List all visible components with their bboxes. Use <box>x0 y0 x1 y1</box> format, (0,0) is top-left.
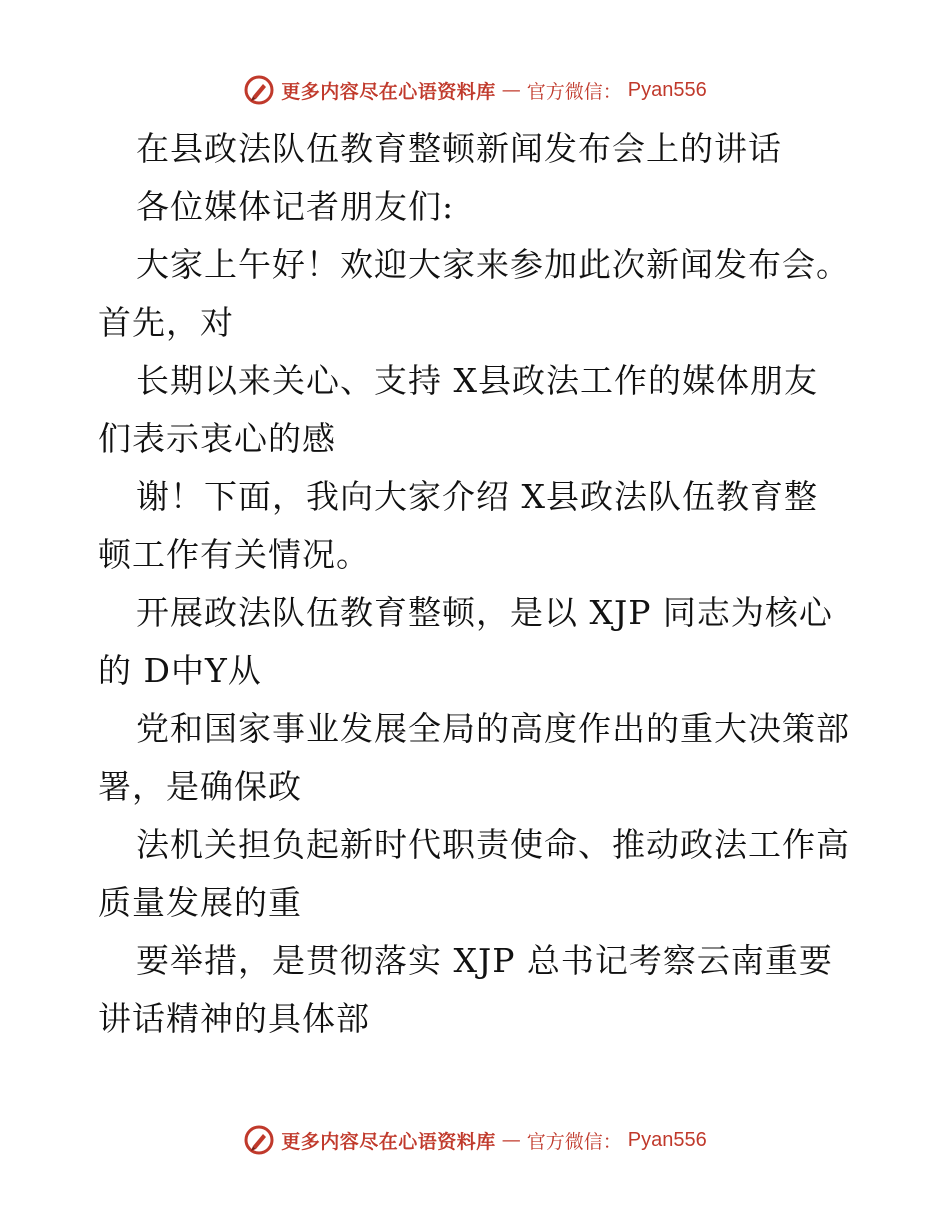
document-body <box>98 120 878 1048</box>
paragraph-line: 署，是确保政 <box>98 767 302 806</box>
paragraph-line: 顿工作有关情况。 <box>98 535 370 574</box>
paragraph-line: 首先，对 <box>98 303 234 342</box>
header-watermark <box>0 70 950 110</box>
paragraph-line: 质量发展的重 <box>98 883 302 922</box>
banner-site-text: 更多内容尽在心语资料库 <box>281 80 496 103</box>
document-title: 在县政法队伍教育整顿新闻发布会上的讲话 <box>136 129 782 168</box>
paragraph-line: 开展政法队伍教育整顿，是以 XJP 同志为核心 <box>136 593 833 632</box>
paragraph-line: 党和国家事业发展全局的高度作出的重大决策部 <box>136 709 850 748</box>
salutation: 各位媒体记者朋友们: <box>136 187 455 226</box>
pen-logo-icon <box>243 1124 275 1156</box>
banner-site-text: 更多内容尽在心语资料库 <box>281 1130 496 1153</box>
paragraph-line: 们表示衷心的感 <box>98 419 336 458</box>
paragraph-line: 讲话精神的具体部 <box>98 999 370 1038</box>
banner-wechat-id: Pyan556 <box>627 78 707 101</box>
paragraph-line: 大家上午好！欢迎大家来参加此次新闻发布会。 <box>136 245 850 284</box>
banner-separator: — <box>501 1129 521 1151</box>
paragraph-line: 谢！下面，我向大家介绍 X县政法队伍教育整 <box>136 477 818 516</box>
paragraph-line: 长期以来关心、支持 X县政法工作的媒体朋友 <box>136 361 818 400</box>
banner-wechat-id: Pyan556 <box>627 1128 707 1151</box>
banner-wechat-label: 官方微信： <box>526 1130 622 1153</box>
paragraph-line: 要举措，是贯彻落实 XJP 总书记考察云南重要 <box>136 941 833 980</box>
footer-watermark <box>0 1120 950 1160</box>
paragraph-line: 的 D中Y从 <box>98 651 262 690</box>
banner-wechat-label: 官方微信： <box>526 80 622 103</box>
pen-logo-icon <box>243 74 275 106</box>
banner-separator: — <box>501 79 521 101</box>
paragraph-line: 法机关担负起新时代职责使命、推动政法工作高 <box>136 825 850 864</box>
